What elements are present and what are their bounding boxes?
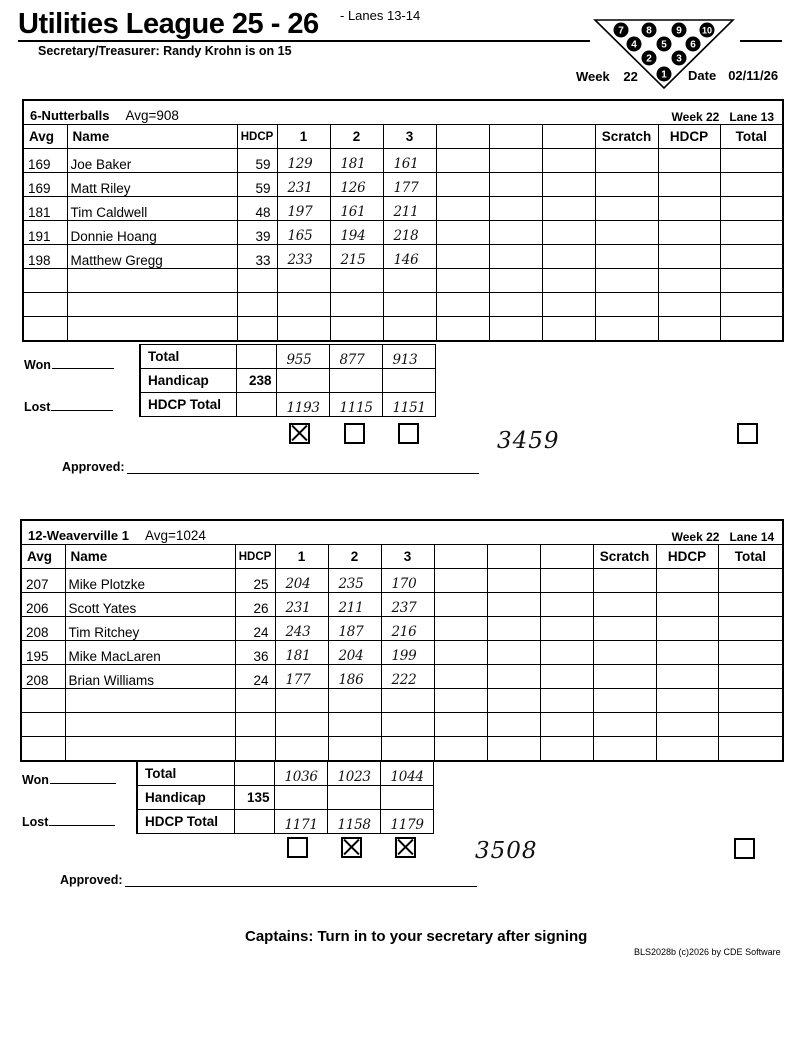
team1-game1-checkbox[interactable] <box>289 423 310 444</box>
team2-approved[interactable]: Approved: <box>60 873 477 887</box>
player-avg: 206 <box>21 593 65 617</box>
player-game3: 237 <box>381 593 434 617</box>
team1-approved[interactable]: Approved: <box>62 460 479 474</box>
player-game2: 161 <box>330 197 383 221</box>
team2-game3-checkbox[interactable] <box>395 837 416 858</box>
team1-lost[interactable]: Lost <box>24 400 113 414</box>
copyright: BLS2028b (c)2026 by CDE Software <box>634 947 781 957</box>
team2-game2-checkbox[interactable] <box>341 837 362 858</box>
team1-series: 3459 <box>497 428 560 454</box>
total-label: Total <box>137 762 234 786</box>
col-hdcp-total: HDCP <box>658 125 720 149</box>
team1-game3-checkbox[interactable] <box>398 423 419 444</box>
player-game1: 233 <box>277 245 330 269</box>
player-name: Tim Caldwell <box>67 197 237 221</box>
player-game2: 187 <box>328 617 381 641</box>
pin-number: 2 <box>646 53 652 65</box>
player-game1: 204 <box>275 569 328 593</box>
player-hdcp: 24 <box>235 617 275 641</box>
hdcp-total-label: HDCP Total <box>137 810 234 834</box>
player-hdcp: 48 <box>237 197 277 221</box>
empty-row <box>23 293 783 317</box>
col-scratch: Scratch <box>595 125 658 149</box>
pin-number: 7 <box>618 25 624 37</box>
col-game1: 1 <box>277 125 330 149</box>
col-game2: 2 <box>330 125 383 149</box>
player-game2: 204 <box>328 641 381 665</box>
player-game1: 197 <box>277 197 330 221</box>
column-header-row <box>23 125 783 149</box>
team1-won[interactable]: Won <box>24 358 114 372</box>
player-name: Matt Riley <box>67 173 237 197</box>
player-game2: 126 <box>330 173 383 197</box>
player-game3: 211 <box>383 197 436 221</box>
player-name: Mike MacLaren <box>65 641 235 665</box>
player-game3: 146 <box>383 245 436 269</box>
player-row <box>23 149 783 173</box>
hdcp-total-game3: 1179 <box>380 810 433 834</box>
player-name: Matthew Gregg <box>67 245 237 269</box>
player-avg: 191 <box>23 221 67 245</box>
team2-avg: Avg=1024 <box>144 528 206 543</box>
empty-row <box>21 737 783 762</box>
empty-row <box>23 269 783 293</box>
player-hdcp: 26 <box>235 593 275 617</box>
player-name: Scott Yates <box>65 593 235 617</box>
lanes-label: - Lanes 13-14 <box>340 8 421 23</box>
player-game2: 181 <box>330 149 383 173</box>
team1-totals <box>139 344 575 417</box>
player-name: Donnie Hoang <box>67 221 237 245</box>
pin-triangle-icon <box>593 18 735 90</box>
column-header-row <box>21 545 783 569</box>
col-game2: 2 <box>328 545 381 569</box>
team1-avg: Avg=908 <box>125 108 179 123</box>
empty-row <box>21 713 783 737</box>
player-hdcp: 36 <box>235 641 275 665</box>
team1-scoresheet <box>22 99 784 342</box>
league-title: Utilities League 25 - 26 <box>18 8 319 40</box>
handicap-value: 238 <box>236 369 276 393</box>
handicap-label: Handicap <box>140 369 236 393</box>
team1-total-checkbox[interactable] <box>737 423 758 444</box>
player-name: Tim Ritchey <box>65 617 235 641</box>
player-name: Brian Williams <box>65 665 235 689</box>
player-row <box>23 197 783 221</box>
date-label: Date <box>688 68 717 83</box>
hdcp-total-row <box>140 393 574 417</box>
player-game2: 194 <box>330 221 383 245</box>
hdcp-total-game2: 1115 <box>329 393 382 417</box>
team1-week-lane: Week 22 Lane 13 <box>671 110 775 124</box>
player-game1: 165 <box>277 221 330 245</box>
col-game3: 3 <box>383 125 436 149</box>
pin-number: 1 <box>661 69 667 81</box>
player-game2: 215 <box>330 245 383 269</box>
player-game2: 186 <box>328 665 381 689</box>
player-game3: 199 <box>381 641 434 665</box>
col-hdcp: HDCP <box>237 125 277 149</box>
player-hdcp: 33 <box>237 245 277 269</box>
pin-number: 3 <box>676 53 682 65</box>
player-row <box>23 245 783 269</box>
hdcp-total-game2: 1158 <box>327 810 380 834</box>
total-game2: 1023 <box>327 762 380 786</box>
hdcp-total-game1: 1193 <box>276 393 329 417</box>
col-avg: Avg <box>21 545 65 569</box>
hdcp-total-game3: 1151 <box>382 393 435 417</box>
total-row <box>137 762 571 786</box>
player-game1: 231 <box>275 593 328 617</box>
hdcp-total-game1: 1171 <box>274 810 327 834</box>
player-game3: 177 <box>383 173 436 197</box>
player-game3: 161 <box>383 149 436 173</box>
handicap-row <box>137 786 571 810</box>
team2-scoresheet <box>20 519 784 762</box>
team2-game1-checkbox[interactable] <box>287 837 308 858</box>
player-avg: 169 <box>23 173 67 197</box>
team2-lost[interactable]: Lost <box>22 815 115 829</box>
player-game1: 231 <box>277 173 330 197</box>
handicap-row <box>140 369 574 393</box>
col-game3: 3 <box>381 545 434 569</box>
player-hdcp: 25 <box>235 569 275 593</box>
col-total: Total <box>720 125 783 149</box>
pin-number: 6 <box>690 39 696 51</box>
team2-name: 12-Weaverville 1 Avg=1024 <box>28 528 206 543</box>
player-game3: 170 <box>381 569 434 593</box>
player-row <box>21 617 783 641</box>
player-name: Joe Baker <box>67 149 237 173</box>
team1-game2-checkbox[interactable] <box>344 423 365 444</box>
total-game3: 913 <box>382 345 435 369</box>
week-value: 22 <box>623 69 638 84</box>
total-game1: 955 <box>276 345 329 369</box>
empty-row <box>23 317 783 342</box>
player-game3: 218 <box>383 221 436 245</box>
player-game1: 129 <box>277 149 330 173</box>
team1-header-row <box>23 100 783 125</box>
player-avg: 208 <box>21 617 65 641</box>
empty-row <box>21 689 783 713</box>
player-avg: 208 <box>21 665 65 689</box>
player-row <box>21 665 783 689</box>
player-name: Mike Plotzke <box>65 569 235 593</box>
player-avg: 198 <box>23 245 67 269</box>
player-row <box>23 173 783 197</box>
player-row <box>23 221 783 245</box>
player-avg: 195 <box>21 641 65 665</box>
player-avg: 181 <box>23 197 67 221</box>
title-rule-right <box>740 40 782 42</box>
pin-number: 5 <box>661 39 667 51</box>
handicap-value: 135 <box>234 786 274 810</box>
col-total: Total <box>718 545 783 569</box>
team2-total-checkbox[interactable] <box>734 838 755 859</box>
player-game2: 211 <box>328 593 381 617</box>
team2-totals <box>136 761 572 834</box>
hdcp-total-row <box>137 810 571 834</box>
total-label: Total <box>140 345 236 369</box>
player-game1: 177 <box>275 665 328 689</box>
col-avg: Avg <box>23 125 67 149</box>
pin-number: 9 <box>676 25 682 37</box>
player-hdcp: 39 <box>237 221 277 245</box>
total-game2: 877 <box>329 345 382 369</box>
player-game3: 216 <box>381 617 434 641</box>
title-rule <box>18 40 590 42</box>
handicap-label: Handicap <box>137 786 234 810</box>
player-game2: 235 <box>328 569 381 593</box>
pin-number: 10 <box>701 25 713 36</box>
player-game1: 243 <box>275 617 328 641</box>
player-game1: 181 <box>275 641 328 665</box>
pin-number: 8 <box>646 25 652 37</box>
player-hdcp: 59 <box>237 173 277 197</box>
player-avg: 207 <box>21 569 65 593</box>
col-name: Name <box>65 545 235 569</box>
total-game3: 1044 <box>380 762 433 786</box>
col-name: Name <box>67 125 237 149</box>
team2-series: 3508 <box>475 838 538 864</box>
player-row <box>21 593 783 617</box>
team2-won[interactable]: Won <box>22 773 116 787</box>
week-label: Week <box>576 69 610 84</box>
team2-week-lane: Week 22 Lane 14 <box>671 530 775 544</box>
player-row <box>21 569 783 593</box>
captains-instruction: Captains: Turn in to your secretary after signing <box>245 928 588 945</box>
total-row <box>140 345 574 369</box>
pin-number: 4 <box>631 39 637 51</box>
col-game1: 1 <box>275 545 328 569</box>
player-game3: 222 <box>381 665 434 689</box>
player-avg: 169 <box>23 149 67 173</box>
total-game1: 1036 <box>274 762 327 786</box>
col-hdcp: HDCP <box>235 545 275 569</box>
col-hdcp-total: HDCP <box>656 545 718 569</box>
secretary-note: Secretary/Treasurer: Randy Krohn is on 15 <box>38 44 292 58</box>
date-value: 02/11/26 <box>728 68 779 83</box>
col-scratch: Scratch <box>593 545 656 569</box>
player-hdcp: 59 <box>237 149 277 173</box>
team2-header-row <box>21 520 783 545</box>
hdcp-total-label: HDCP Total <box>140 393 236 417</box>
player-hdcp: 24 <box>235 665 275 689</box>
team1-name: 6-Nutterballs Avg=908 <box>30 108 179 123</box>
player-row <box>21 641 783 665</box>
